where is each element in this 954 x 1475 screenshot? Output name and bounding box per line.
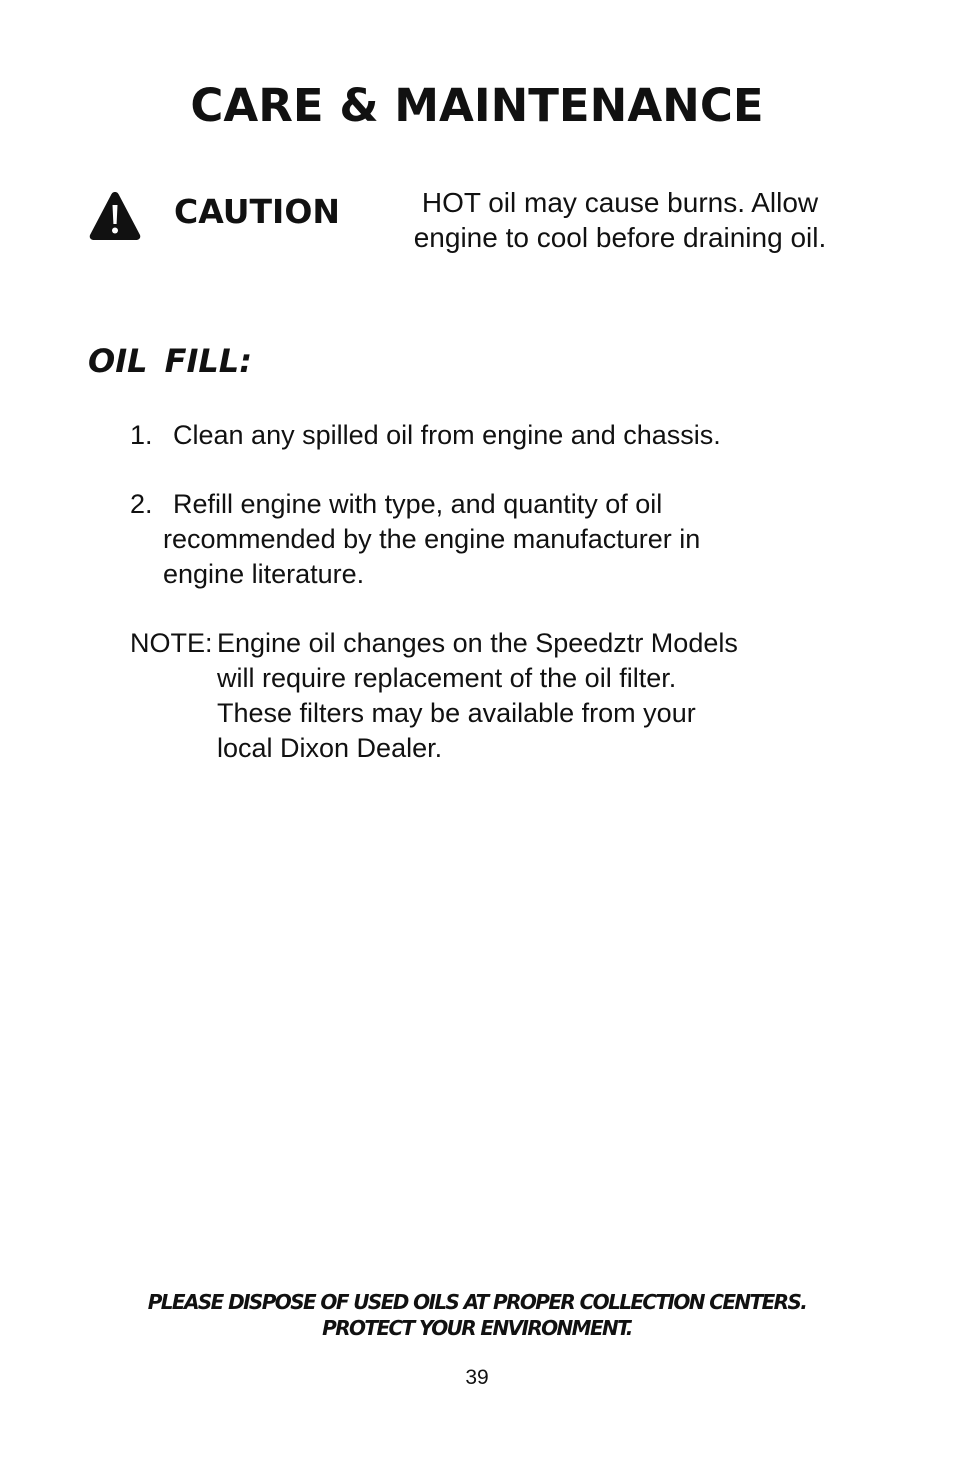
- caution-label: CAUTION: [174, 192, 340, 231]
- step-text-line: Refill engine with type, and quantity of oil: [173, 489, 663, 519]
- page-number: 39: [465, 1366, 489, 1389]
- oil-fill-heading: OIL FILL:: [88, 342, 252, 380]
- step-text-line: recommended by the engine manufacturer in: [163, 524, 701, 554]
- note-text-line: will require replacement of the oil filter.: [217, 663, 677, 693]
- disposal-notice: [0, 1289, 954, 1341]
- oil-filter-note: [130, 626, 850, 766]
- oil-fill-step-1: [130, 418, 850, 453]
- note-label: NOTE:: [130, 628, 213, 658]
- caution-message-line: engine to cool before draining oil.: [413, 222, 827, 253]
- step-text-line: Clean any spilled oil from engine and chassis.: [173, 420, 721, 450]
- note-text-line: These filters may be available from your: [217, 698, 696, 728]
- step-number: 2.: [130, 489, 153, 519]
- disposal-notice-line: PLEASE DISPOSE OF USED OILS AT PROPER COLLECTION CENTERS.: [147, 1290, 807, 1314]
- caution-message: [390, 185, 850, 255]
- caution-message-line: HOT oil may cause burns. Allow: [421, 187, 819, 218]
- warning-triangle-icon: [88, 190, 142, 242]
- disposal-notice-line: PROTECT YOUR ENVIRONMENT.: [322, 1316, 632, 1340]
- step-number: 1.: [130, 420, 153, 450]
- note-text-line: local Dixon Dealer.: [217, 733, 443, 763]
- page-title: CARE & MAINTENANCE: [190, 79, 764, 132]
- oil-fill-step-2: [130, 487, 850, 592]
- note-text-line: Engine oil changes on the Speedztr Models: [217, 628, 738, 658]
- step-text-line: engine literature.: [163, 559, 365, 589]
